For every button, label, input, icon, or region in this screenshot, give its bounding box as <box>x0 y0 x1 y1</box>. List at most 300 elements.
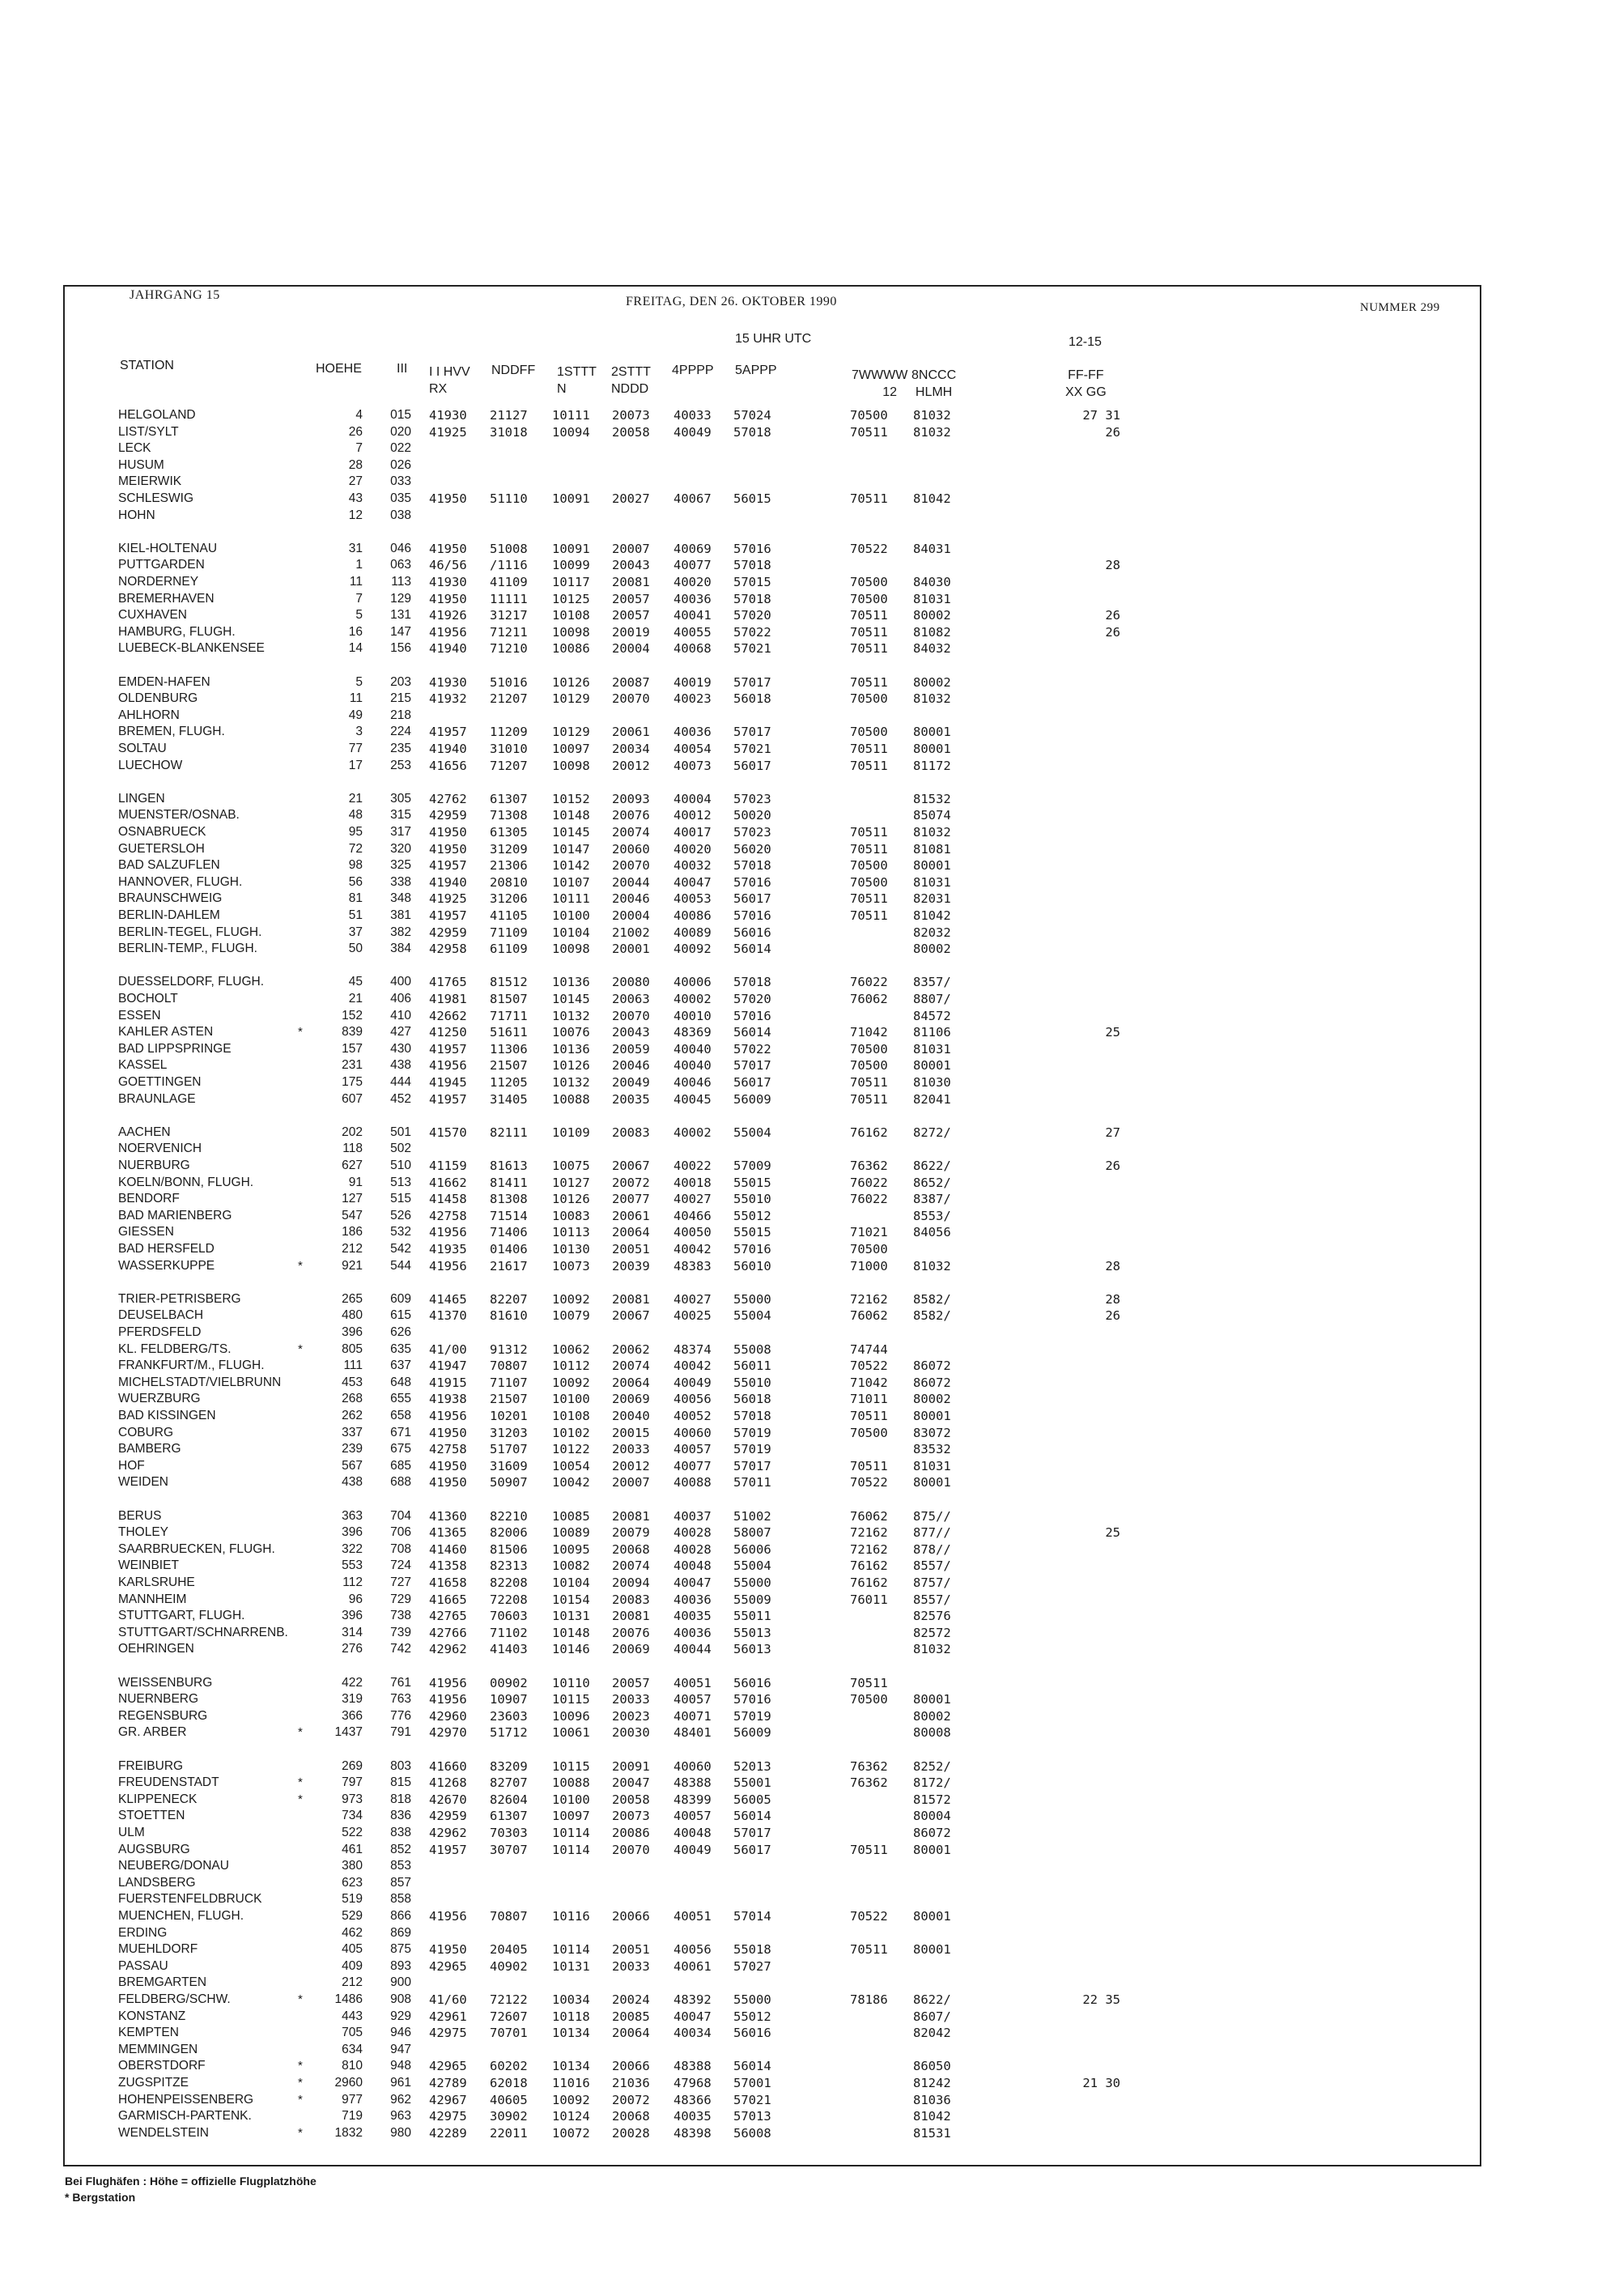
synop-group: 10134 <box>552 2026 590 2040</box>
synop-group: 57018 <box>733 558 771 572</box>
table-row <box>0 1025 1619 1041</box>
synop-group: 82111 <box>490 1125 528 1140</box>
station-index: 452 <box>390 1092 411 1106</box>
synop-group: 10104 <box>552 925 590 940</box>
synop-group: 10086 <box>552 641 590 656</box>
synop-group: 48388 <box>674 2059 712 2073</box>
synop-group: 48398 <box>674 2126 712 2141</box>
station-index: 410 <box>390 1009 411 1023</box>
station-name: BERLIN-TEMP., FLUGH. <box>118 942 257 955</box>
synop-group: 20049 <box>612 1075 650 1090</box>
synop-group: 10125 <box>552 592 590 606</box>
synop-group: 57019 <box>733 1709 771 1724</box>
synop-group: 41957 <box>429 725 467 739</box>
synop-group: 41658 <box>429 1575 467 1590</box>
weather-group-7: 70500 <box>850 1042 888 1057</box>
synop-group: 55009 <box>733 1592 771 1607</box>
synop-group: 20074 <box>612 825 650 840</box>
synop-group: 42758 <box>429 1209 467 1223</box>
synop-group: 41950 <box>429 1475 467 1490</box>
table-row <box>0 1558 1619 1575</box>
station-name: WUERZBURG <box>118 1392 201 1405</box>
synop-group: 31203 <box>490 1426 528 1440</box>
synop-group: 20058 <box>612 425 650 440</box>
cloud-group-8: 81032 <box>913 1642 951 1656</box>
station-index: 961 <box>390 2076 411 2090</box>
cloud-group-8: 80001 <box>913 742 951 756</box>
synop-group: 57018 <box>733 592 771 606</box>
station-name: BERUS <box>118 1509 162 1523</box>
station-index: 980 <box>390 2126 411 2140</box>
synop-group: 56014 <box>733 1025 771 1040</box>
synop-group: 41957 <box>429 908 467 923</box>
synop-group: 55001 <box>733 1775 771 1790</box>
station-hoehe: 634 <box>342 2043 363 2056</box>
weather-group-7: 70500 <box>850 858 888 873</box>
synop-group: 42965 <box>429 1959 467 1974</box>
cloud-group-8: 80001 <box>913 725 951 739</box>
synop-group: 10085 <box>552 1509 590 1524</box>
weather-group-7: 70500 <box>850 725 888 739</box>
synop-group: 30707 <box>490 1843 528 1857</box>
synop-group: 57022 <box>733 625 771 640</box>
station-index: 963 <box>390 2109 411 2123</box>
cloud-group-8: 8272/ <box>913 1125 951 1140</box>
synop-group: 40002 <box>674 1125 712 1140</box>
station-hoehe: 366 <box>342 1709 363 1723</box>
synop-group: 20012 <box>612 759 650 773</box>
synop-group: 57018 <box>733 858 771 873</box>
synop-group: 20077 <box>612 1192 650 1206</box>
synop-group: 81512 <box>490 975 528 989</box>
station-name: SCHLESWIG <box>118 491 194 505</box>
station-hoehe: 1486 <box>334 1992 363 2006</box>
station-hoehe: 111 <box>343 1358 363 1372</box>
synop-group: 48374 <box>674 1342 712 1357</box>
synop-group: 71514 <box>490 1209 528 1223</box>
station-hoehe: 839 <box>342 1025 363 1039</box>
synop-group: 40049 <box>674 425 712 440</box>
weather-group-7: 71042 <box>850 1375 888 1390</box>
station-name: BREMERHAVEN <box>118 592 215 606</box>
synop-group: 20070 <box>612 1843 650 1857</box>
synop-group: 71102 <box>490 1626 528 1640</box>
station-index: 947 <box>390 2043 411 2056</box>
weather-group-7: 70511 <box>850 842 888 857</box>
weather-group-7: 70500 <box>850 575 888 589</box>
table-row <box>0 1042 1619 1058</box>
weather-group-7: 70500 <box>850 1058 888 1073</box>
cloud-group-8: 8172/ <box>913 1775 951 1790</box>
mountain-station-marker: * <box>298 1775 303 1789</box>
station-index: 893 <box>390 1959 411 1973</box>
synop-group: 10098 <box>552 625 590 640</box>
synop-group: 56010 <box>733 1259 771 1273</box>
synop-group: 50020 <box>733 808 771 823</box>
station-index: 510 <box>390 1159 411 1172</box>
synop-group: 57017 <box>733 725 771 739</box>
cloud-group-8: 80001 <box>913 1942 951 1957</box>
cloud-group-8: 85074 <box>913 808 951 823</box>
synop-group: 21207 <box>490 691 528 706</box>
table-row <box>0 608 1619 624</box>
station-name: MEMMINGEN <box>118 2043 198 2056</box>
table-row <box>0 542 1619 558</box>
cloud-group-8: 81106 <box>913 1025 951 1040</box>
station-name: BAD MARIENBERG <box>118 1209 232 1222</box>
station-index: 438 <box>390 1058 411 1072</box>
station-name: HOHENPEISSENBERG <box>118 2093 254 2107</box>
station-index: 626 <box>390 1325 411 1339</box>
synop-group: 20063 <box>612 992 650 1006</box>
synop-group: 10154 <box>552 1592 590 1607</box>
station-index: 526 <box>390 1209 411 1222</box>
station-name: MEIERWIK <box>118 474 182 488</box>
weather-group-7: 76062 <box>850 1308 888 1323</box>
station-name: KASSEL <box>118 1058 168 1072</box>
col-2sttt-line2: NDDD <box>611 382 649 396</box>
synop-group: 71406 <box>490 1225 528 1239</box>
station-index: 866 <box>390 1909 411 1923</box>
synop-group: 40089 <box>674 925 712 940</box>
synop-group: 41/60 <box>429 1992 467 2007</box>
weather-group-7: 76062 <box>850 1509 888 1524</box>
synop-group: 10132 <box>552 1075 590 1090</box>
synop-group: 10126 <box>552 1058 590 1073</box>
synop-group: 40042 <box>674 1358 712 1373</box>
table-row <box>0 1325 1619 1341</box>
synop-group: 40012 <box>674 808 712 823</box>
weather-group-7: 70500 <box>850 408 888 423</box>
table-row <box>0 425 1619 441</box>
synop-group: 40047 <box>674 875 712 890</box>
synop-group: 10088 <box>552 1775 590 1790</box>
synop-group: 41925 <box>429 891 467 906</box>
station-hoehe: 405 <box>342 1942 363 1956</box>
station-index: 515 <box>390 1192 411 1205</box>
cloud-group-8: 82032 <box>913 925 951 940</box>
synop-group: 10083 <box>552 1209 590 1223</box>
synop-group: 40051 <box>674 1909 712 1924</box>
cloud-group-8: 80008 <box>913 1725 951 1740</box>
station-name: KEMPTEN <box>118 2026 179 2039</box>
synop-group: 72607 <box>490 2009 528 2024</box>
synop-group: 20033 <box>612 1959 650 1974</box>
synop-group: 20068 <box>612 2109 650 2124</box>
station-hoehe: 56 <box>348 875 363 889</box>
table-row <box>0 842 1619 858</box>
synop-group: 40018 <box>674 1176 712 1190</box>
station-hoehe: 7 <box>355 592 363 606</box>
synop-group: 41660 <box>429 1759 467 1774</box>
synop-group: 57021 <box>733 2093 771 2107</box>
synop-group: 40086 <box>674 908 712 923</box>
synop-group: 41956 <box>429 1692 467 1707</box>
synop-group: 10088 <box>552 1092 590 1107</box>
synop-group: 41945 <box>429 1075 467 1090</box>
synop-group: 01406 <box>490 1242 528 1256</box>
table-row <box>0 975 1619 991</box>
synop-group: 40022 <box>674 1159 712 1173</box>
cloud-group-8: 81572 <box>913 1792 951 1807</box>
table-row <box>0 1709 1619 1725</box>
station-hoehe: 77 <box>348 742 363 755</box>
station-name: NUERBURG <box>118 1159 190 1172</box>
table-row <box>0 1342 1619 1358</box>
synop-group: 41950 <box>429 491 467 506</box>
station-index: 381 <box>390 908 411 922</box>
table-row <box>0 1509 1619 1525</box>
synop-group: 42762 <box>429 792 467 806</box>
synop-group: 82207 <box>490 1292 528 1307</box>
synop-group: 57016 <box>733 542 771 556</box>
synop-group: 57021 <box>733 641 771 656</box>
synop-group: 41938 <box>429 1392 467 1406</box>
synop-group: 20028 <box>612 2126 650 2141</box>
synop-group: 70807 <box>490 1358 528 1373</box>
table-row <box>0 1592 1619 1609</box>
table-row <box>0 1292 1619 1308</box>
synop-group: 57023 <box>733 792 771 806</box>
synop-group: 20068 <box>612 1542 650 1557</box>
synop-group: 57016 <box>733 1009 771 1023</box>
synop-group: 20035 <box>612 1092 650 1107</box>
synop-group: 20015 <box>612 1426 650 1440</box>
synop-group: 41250 <box>429 1025 467 1040</box>
synop-group: 42970 <box>429 1725 467 1740</box>
table-row <box>0 1959 1619 1975</box>
synop-group: 10136 <box>552 1042 590 1057</box>
synop-group: 70603 <box>490 1609 528 1623</box>
mountain-station-marker: * <box>298 1792 303 1806</box>
weather-group-7: 72162 <box>850 1292 888 1307</box>
synop-group: 55000 <box>733 1992 771 2007</box>
synop-group: 20047 <box>612 1775 650 1790</box>
synop-group: 57019 <box>733 1426 771 1440</box>
weather-group-7: 78186 <box>850 1992 888 2007</box>
station-index: 671 <box>390 1426 411 1439</box>
station-index: 338 <box>390 875 411 889</box>
issue-number: NUMMER 299 <box>1360 301 1440 314</box>
station-name: BREMEN, FLUGH. <box>118 725 225 738</box>
synop-group: 10114 <box>552 1843 590 1857</box>
station-name: OEHRINGEN <box>118 1642 194 1656</box>
synop-group: 10097 <box>552 742 590 756</box>
table-row <box>0 1775 1619 1792</box>
synop-group: 20043 <box>612 1025 650 1040</box>
gust-value: 25 <box>1105 1525 1120 1540</box>
station-name: OSNABRUECK <box>118 825 206 839</box>
station-index: 962 <box>390 2093 411 2107</box>
station-name: OLDENBURG <box>118 691 198 705</box>
table-row <box>0 992 1619 1008</box>
gust-value: 26 <box>1105 425 1120 440</box>
table-row <box>0 1375 1619 1392</box>
synop-group: 20074 <box>612 1558 650 1573</box>
synop-group: 41957 <box>429 1042 467 1057</box>
synop-group: 57018 <box>733 425 771 440</box>
station-name: ESSEN <box>118 1009 161 1023</box>
synop-group: 56006 <box>733 1542 771 1557</box>
station-name: ZUGSPITZE <box>118 2076 189 2090</box>
synop-group: 40057 <box>674 1442 712 1456</box>
station-index: 729 <box>390 1592 411 1606</box>
station-name: MUENCHEN, FLUGH. <box>118 1909 244 1923</box>
weather-group-7: 70522 <box>850 542 888 556</box>
station-index: 147 <box>390 625 411 639</box>
table-row <box>0 1426 1619 1442</box>
synop-group: 51008 <box>490 542 528 556</box>
synop-group: 20810 <box>490 875 528 890</box>
synop-group: 57016 <box>733 908 771 923</box>
synop-group: 20064 <box>612 1225 650 1239</box>
synop-group: 40069 <box>674 542 712 556</box>
station-index: 615 <box>390 1308 411 1322</box>
synop-group: 10100 <box>552 1392 590 1406</box>
weather-group-7: 72162 <box>850 1542 888 1557</box>
station-name: HUSUM <box>118 458 164 472</box>
station-name: MUEHLDORF <box>118 1942 198 1956</box>
cloud-group-8: 8622/ <box>913 1159 951 1173</box>
table-row <box>0 2076 1619 2092</box>
synop-group: 41268 <box>429 1775 467 1790</box>
synop-group: 57027 <box>733 1959 771 1974</box>
synop-group: 10108 <box>552 608 590 623</box>
synop-group: 20076 <box>612 1626 650 1640</box>
station-name: FELDBERG/SCHW. <box>118 1992 231 2006</box>
gust-value: 22 35 <box>1082 1992 1120 2007</box>
synop-group: 20083 <box>612 1125 650 1140</box>
station-name: ULM <box>118 1826 145 1839</box>
cloud-group-8: 81172 <box>913 759 951 773</box>
synop-group: 20066 <box>612 2059 650 2073</box>
table-row <box>0 1142 1619 1158</box>
station-name: OBERSTDORF <box>118 2059 206 2073</box>
table-row <box>0 742 1619 758</box>
weather-group-7: 70511 <box>850 1676 888 1690</box>
synop-group: 10145 <box>552 992 590 1006</box>
synop-group: 41930 <box>429 408 467 423</box>
station-hoehe: 239 <box>342 1442 363 1456</box>
station-hoehe: 1832 <box>334 2126 363 2140</box>
synop-group: 56016 <box>733 925 771 940</box>
synop-group: 81506 <box>490 1542 528 1557</box>
station-index: 020 <box>390 425 411 439</box>
mountain-station-marker: * <box>298 2059 303 2073</box>
table-row <box>0 1525 1619 1541</box>
synop-group: 31010 <box>490 742 528 756</box>
synop-group: 31018 <box>490 425 528 440</box>
mountain-station-marker: * <box>298 2093 303 2107</box>
col-ff-line1: FF-FF <box>1068 368 1104 382</box>
table-row <box>0 625 1619 641</box>
cloud-group-8: 80001 <box>913 1909 951 1924</box>
synop-group: 57020 <box>733 992 771 1006</box>
station-name: EMDEN-HAFEN <box>118 675 210 689</box>
station-index: 253 <box>390 759 411 772</box>
synop-group: 48369 <box>674 1025 712 1040</box>
station-index: 708 <box>390 1542 411 1556</box>
cloud-group-8: 84030 <box>913 575 951 589</box>
table-row <box>0 2126 1619 2142</box>
station-name: FRANKFURT/M., FLUGH. <box>118 1358 265 1372</box>
station-hoehe: 212 <box>342 1975 363 1989</box>
station-index: 776 <box>390 1709 411 1723</box>
station-hoehe: 50 <box>348 942 363 955</box>
table-row <box>0 925 1619 942</box>
synop-group: 10126 <box>552 1192 590 1206</box>
station-name: AACHEN <box>118 1125 171 1139</box>
table-row <box>0 875 1619 891</box>
synop-group: 10132 <box>552 1009 590 1023</box>
cloud-group-8: 8622/ <box>913 1992 951 2007</box>
synop-group: 20061 <box>612 725 650 739</box>
station-hoehe: 37 <box>348 925 363 939</box>
weather-group-7: 70511 <box>850 891 888 906</box>
synop-group: 41/00 <box>429 1342 467 1357</box>
table-row <box>0 575 1619 591</box>
synop-group: 82208 <box>490 1575 528 1590</box>
table-row <box>0 1009 1619 1025</box>
station-hoehe: 269 <box>342 1759 363 1773</box>
weather-group-7: 70511 <box>850 1092 888 1107</box>
synop-group: 55018 <box>733 1942 771 1957</box>
synop-group: 82707 <box>490 1775 528 1790</box>
cloud-group-8: 80001 <box>913 1058 951 1073</box>
synop-group: 56014 <box>733 2059 771 2073</box>
station-index: 501 <box>390 1125 411 1139</box>
table-row <box>0 1209 1619 1225</box>
station-hoehe: 553 <box>342 1558 363 1572</box>
station-name: LINGEN <box>118 792 165 806</box>
synop-group: 56016 <box>733 2026 771 2040</box>
station-index: 742 <box>390 1642 411 1656</box>
weather-group-7: 70511 <box>850 608 888 623</box>
synop-group: 40088 <box>674 1475 712 1490</box>
station-name: BENDORF <box>118 1192 180 1205</box>
synop-group: 41956 <box>429 1676 467 1690</box>
cloud-group-8: 84056 <box>913 1225 951 1239</box>
synop-group: 10124 <box>552 2109 590 2124</box>
synop-group: 10146 <box>552 1642 590 1656</box>
synop-group: 55000 <box>733 1575 771 1590</box>
station-hoehe: 152 <box>342 1009 363 1023</box>
gust-value: 25 <box>1105 1025 1120 1040</box>
synop-group: 20004 <box>612 641 650 656</box>
weather-group-7: 70511 <box>850 1459 888 1473</box>
synop-group: 10148 <box>552 808 590 823</box>
station-index: 317 <box>390 825 411 839</box>
synop-group: 41915 <box>429 1375 467 1390</box>
synop-group: 20091 <box>612 1759 650 1774</box>
synop-group: 56008 <box>733 2126 771 2141</box>
synop-group: 10113 <box>552 1225 590 1239</box>
station-name: GIESSEN <box>118 1225 174 1239</box>
synop-group: 20083 <box>612 1592 650 1607</box>
synop-group: 10102 <box>552 1426 590 1440</box>
synop-group: 41950 <box>429 1942 467 1957</box>
synop-group: 11111 <box>490 592 528 606</box>
station-index: 320 <box>390 842 411 856</box>
table-row <box>0 1242 1619 1258</box>
synop-group: 20033 <box>612 1442 650 1456</box>
station-name: BRAUNLAGE <box>118 1092 196 1106</box>
station-index: 382 <box>390 925 411 939</box>
synop-group: 42789 <box>429 2076 467 2090</box>
station-name: LANDSBERG <box>118 1876 196 1890</box>
synop-group: 71211 <box>490 625 528 640</box>
station-index: 739 <box>390 1626 411 1639</box>
